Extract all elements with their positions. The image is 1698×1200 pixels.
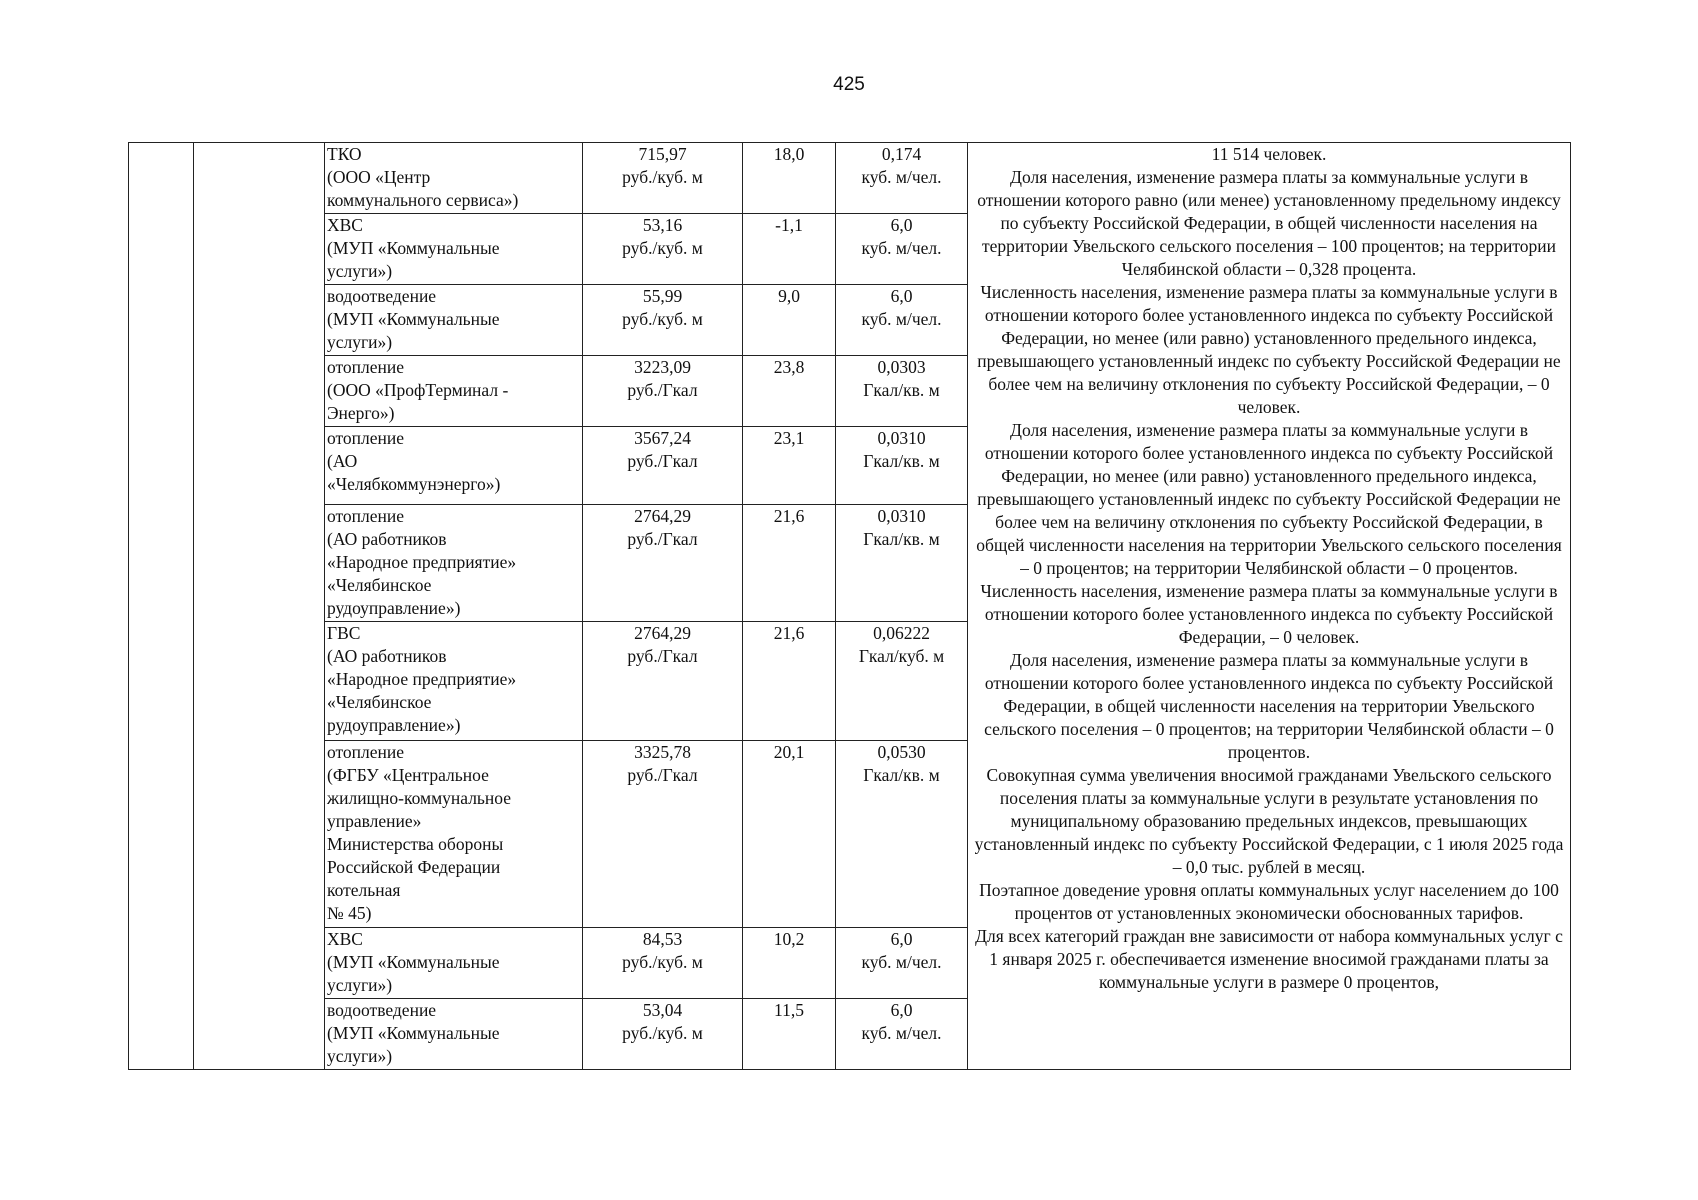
- service-name: отопление: [327, 742, 405, 762]
- service-cell: [325, 427, 583, 505]
- tariff-value: 2764,29: [634, 506, 691, 526]
- provider-line: (МУП «Коммунальные: [327, 952, 500, 972]
- tariff-cell: [583, 143, 743, 214]
- change-cell: [743, 356, 836, 427]
- norm-unit: куб. м/чел.: [861, 238, 942, 258]
- page-number: 425: [833, 74, 865, 95]
- provider-line: (МУП «Коммунальные: [327, 1023, 500, 1043]
- norm-value: 6,0: [890, 929, 913, 949]
- service-cell: [325, 356, 583, 427]
- blank-number-cell: [129, 143, 194, 1070]
- provider-line: жилищно-коммунальное: [327, 788, 511, 808]
- service-name: ТКО: [327, 144, 362, 164]
- tariff-value: 2764,29: [634, 623, 691, 643]
- provider-line: услуги»): [327, 332, 393, 352]
- service-name: отопление: [327, 357, 405, 377]
- tariff-value: 715,97: [638, 144, 687, 164]
- norm-cell: [836, 143, 968, 214]
- tariff-unit: руб./куб. м: [622, 167, 703, 187]
- service-name: ГВС: [327, 623, 361, 643]
- norm-unit: Гкал/кв. м: [863, 380, 940, 400]
- service-cell: [325, 741, 583, 928]
- tariff-cell: [583, 356, 743, 427]
- notes-cell: [968, 143, 1571, 1070]
- norm-value: 0,0310: [877, 506, 926, 526]
- service-name: отопление: [327, 506, 405, 526]
- tariff-value: 3325,78: [634, 742, 691, 762]
- provider-line: услуги»): [327, 261, 393, 281]
- note-paragraph: Совокупная сумма увеличения вносимой гражданами Увельского сельского поселения платы за коммунальные услуги в результате установления по муниципальному образованию предельных индексов, превышающих установленный индекс по субъекту Российской Федерации, с 1 июля 2025 года – 0,0 тыс. рублей в месяц.: [974, 765, 1564, 877]
- service-cell: [325, 285, 583, 356]
- note-paragraph: Численность населения, изменение размера платы за коммунальные услуги в отношении которого более установленного индекса по субъекту Российской Федерации, – 0 человек.: [980, 581, 1558, 647]
- service-cell: [325, 505, 583, 622]
- note-paragraph: Для всех категорий граждан вне зависимости от набора коммунальных услуг с 1 января 2025 г. обеспечивается изменение вносимой гражданами платы за коммунальные услуги в размере 0 процентов,: [975, 926, 1563, 992]
- provider-line: «Челябинское: [327, 575, 432, 595]
- service-name: водоотведение: [327, 1000, 437, 1020]
- tariff-value: 3223,09: [634, 357, 691, 377]
- provider-line: (ООО «Центр: [327, 167, 431, 187]
- change-cell: [743, 999, 836, 1070]
- change-value: 11,5: [774, 1000, 804, 1020]
- change-cell: [743, 928, 836, 999]
- tariff-unit: руб./куб. м: [622, 952, 703, 972]
- provider-line: Энерго»): [327, 403, 395, 423]
- norm-cell: [836, 505, 968, 622]
- note-paragraph: 11 514 человек.: [1211, 144, 1327, 164]
- change-value: 20,1: [773, 742, 805, 762]
- service-cell: [325, 622, 583, 741]
- provider-line: «Народное предприятие»: [327, 669, 517, 689]
- norm-cell: [836, 999, 968, 1070]
- change-cell: [743, 214, 836, 285]
- norm-value: 0,06222: [873, 623, 930, 643]
- norm-unit: Гкал/кв. м: [863, 451, 940, 471]
- tariff-value: 53,16: [642, 215, 683, 235]
- change-value: -1,1: [775, 215, 803, 235]
- provider-line: (МУП «Коммунальные: [327, 238, 500, 258]
- service-name: ХВС: [327, 215, 363, 235]
- provider-line: Российской Федерации: [327, 857, 501, 877]
- tariff-cell: [583, 622, 743, 741]
- provider-line: Министерства обороны: [327, 834, 504, 854]
- norm-cell: [836, 427, 968, 505]
- tariff-table: [128, 142, 1571, 1070]
- norm-cell: [836, 285, 968, 356]
- change-cell: [743, 622, 836, 741]
- provider-line: (АО: [327, 451, 358, 471]
- provider-line: услуги»): [327, 1046, 393, 1066]
- table-row: [129, 143, 1571, 214]
- service-cell: [325, 214, 583, 285]
- note-paragraph: Доля населения, изменение размера платы за коммунальные услуги в отношении которого более установленного индекса по субъекту Российской Федерации, в общей численности населения на территории Увельского сельского поселения – 0 процентов; на территории Челябинской области – 0 процентов.: [984, 650, 1554, 762]
- note-paragraph: Доля населения, изменение размера платы за коммунальные услуги в отношении которого равно (или менее) установленному предельному индексу по субъекту Российской Федерации, в общей численности населения на территории Увельского сельского поселения – 100 процентов; на территории Челябинской области – 0,328 процента.: [977, 167, 1561, 279]
- provider-line: (МУП «Коммунальные: [327, 309, 500, 329]
- provider-line: котельная: [327, 880, 401, 900]
- norm-cell: [836, 622, 968, 741]
- provider-line: «Народное предприятие»: [327, 552, 517, 572]
- change-cell: [743, 427, 836, 505]
- table-body: [129, 143, 1571, 1070]
- provider-line: (ООО «ПрофТерминал -: [327, 380, 509, 400]
- tariff-cell: [583, 741, 743, 928]
- tariff-value: 84,53: [642, 929, 683, 949]
- change-value: 23,1: [773, 428, 805, 448]
- tariff-value: 55,99: [642, 286, 683, 306]
- tariff-cell: [583, 214, 743, 285]
- norm-value: 6,0: [890, 1000, 913, 1020]
- tariff-cell: [583, 505, 743, 622]
- norm-value: 0,0310: [877, 428, 926, 448]
- service-cell: [325, 928, 583, 999]
- norm-value: 0,0530: [877, 742, 926, 762]
- norm-value: 0,174: [881, 144, 922, 164]
- norm-unit: Гкал/куб. м: [858, 646, 945, 666]
- norm-value: 0,0303: [877, 357, 926, 377]
- provider-line: рудоуправление»): [327, 715, 461, 735]
- tariff-unit: руб./куб. м: [622, 1023, 703, 1043]
- tariff-value: 53,04: [642, 1000, 683, 1020]
- change-value: 18,0: [773, 144, 805, 164]
- norm-cell: [836, 928, 968, 999]
- norm-unit: куб. м/чел.: [861, 1023, 942, 1043]
- change-cell: [743, 143, 836, 214]
- tariff-unit: руб./Гкал: [627, 765, 698, 785]
- tariff-cell: [583, 928, 743, 999]
- change-value: 10,2: [773, 929, 805, 949]
- provider-line: управление»: [327, 811, 422, 831]
- norm-cell: [836, 214, 968, 285]
- provider-line: коммунального сервиса»): [327, 190, 519, 210]
- service-cell: [325, 143, 583, 214]
- norm-unit: куб. м/чел.: [861, 952, 942, 972]
- norm-value: 6,0: [890, 215, 913, 235]
- provider-line: (ФГБУ «Центральное: [327, 765, 489, 785]
- tariff-unit: руб./Гкал: [627, 646, 698, 666]
- norm-unit: куб. м/чел.: [861, 167, 942, 187]
- provider-line: услуги»): [327, 975, 393, 995]
- norm-value: 6,0: [890, 286, 913, 306]
- change-cell: [743, 505, 836, 622]
- blank-municipality-cell: [194, 143, 325, 1070]
- provider-line: (АО работников: [327, 646, 447, 666]
- norm-unit: куб. м/чел.: [861, 309, 942, 329]
- tariff-unit: руб./куб. м: [622, 309, 703, 329]
- norm-unit: Гкал/кв. м: [863, 765, 940, 785]
- provider-line: (АО работников: [327, 529, 447, 549]
- change-value: 21,6: [773, 506, 805, 526]
- tariff-unit: руб./Гкал: [627, 451, 698, 471]
- change-value: 9,0: [778, 286, 800, 306]
- note-paragraph: Численность населения, изменение размера платы за коммунальные услуги в отношении которого более установленного индекса по субъекту Российской Федерации, но менее (или равно) установленного предельного индекса, превышающего установленный индекс по субъекту Российской Федерации не более чем на величину отклонения по субъекту Российской Федерации, – 0 человек.: [977, 282, 1561, 417]
- service-name: отопление: [327, 428, 405, 448]
- norm-cell: [836, 741, 968, 928]
- service-name: водоотведение: [327, 286, 437, 306]
- tariff-cell: [583, 285, 743, 356]
- provider-line: «Челябинское: [327, 692, 432, 712]
- change-value: 21,6: [773, 623, 805, 643]
- note-paragraph: Доля населения, изменение размера платы за коммунальные услуги в отношении которого более установленного индекса по субъекту Российской Федерации, но менее (или равно) установленного предельного индекса, превышающего установленный индекс по субъекту Российской Федерации не более чем на величину отклонения по субъекту Российской Федерации, в общей численности населения на территории Увельского сельского поселения – 0 процентов; на территории Челябинской области – 0 процентов.: [976, 420, 1562, 578]
- service-name: ХВС: [327, 929, 363, 949]
- tariff-cell: [583, 999, 743, 1070]
- change-cell: [743, 741, 836, 928]
- provider-line: рудоуправление»): [327, 598, 461, 618]
- tariff-value: 3567,24: [634, 428, 691, 448]
- provider-line: «Челябкоммунэнерго»): [327, 474, 501, 494]
- tariff-unit: руб./куб. м: [622, 238, 703, 258]
- provider-line: № 45): [327, 903, 372, 923]
- note-paragraph: Поэтапное доведение уровня оплаты коммунальных услуг населением до 100 процентов от установленных экономически обоснованных тарифов.: [979, 880, 1559, 923]
- tariff-cell: [583, 427, 743, 505]
- tariff-unit: руб./Гкал: [627, 529, 698, 549]
- norm-cell: [836, 356, 968, 427]
- service-cell: [325, 999, 583, 1070]
- norm-unit: Гкал/кв. м: [863, 529, 940, 549]
- change-value: 23,8: [773, 357, 805, 377]
- change-cell: [743, 285, 836, 356]
- tariff-unit: руб./Гкал: [627, 380, 698, 400]
